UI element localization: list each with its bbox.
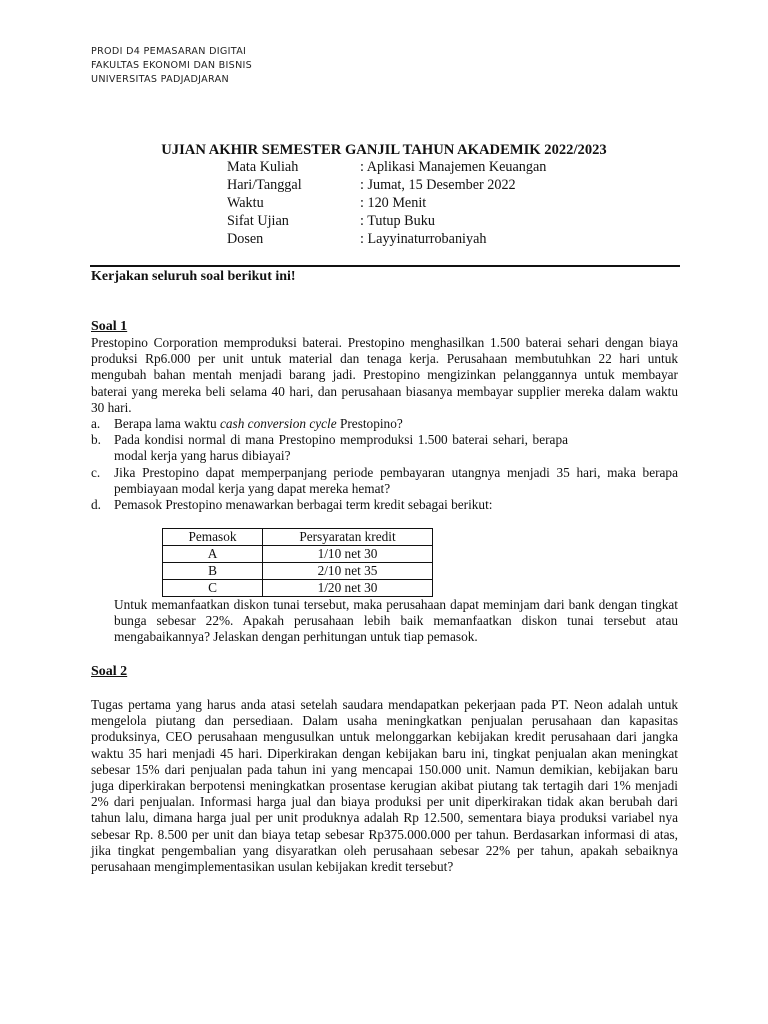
header-faculty: FAKULTAS EKONOMI DAN BISNIS [91,60,253,71]
info-label: Sifat Ujian [227,213,289,229]
question-text-part: Berapa lama waktu [114,416,220,431]
table-header: Pemasok [163,529,263,546]
info-value: : 120 Menit [360,195,427,211]
info-label: Waktu [227,195,264,211]
question-letter: a. [91,416,101,431]
header-university: UNIVERSITAS PADJADJARAN [91,74,229,85]
table-cell: C [163,580,263,597]
info-value: : Layyinaturrobaniyah [360,231,487,247]
info-value: : Tutup Buku [360,213,435,229]
question-letter: d. [91,497,101,513]
question-text: Pemasok Prestopino menawarkan berbagai term kredit sebagai berikut: [114,497,493,513]
info-row-duration [227,194,546,212]
question-c [91,465,678,497]
info-label: Mata Kuliah [227,159,299,175]
info-value: : Aplikasi Manajemen Keuangan [360,159,547,175]
question-text-part: Prestopino? [336,416,403,431]
header-program: PRODI D4 PEMASARAN DIGITAI [91,46,247,57]
question-a [91,416,678,432]
info-row-lecturer [227,230,546,248]
instruction-text: Kerjakan seluruh soal berikut ini! [91,269,296,284]
table-cell: 1/10 net 30 [263,546,433,563]
info-row-exam-type [227,212,546,230]
question-text [114,416,678,432]
table-cell: A [163,546,263,563]
question-d [91,497,678,513]
soal-2-body: Tugas pertama yang harus anda atasi setelah saudara mendapatkan pekerjaan pada PT. Neon adalah untuk mengelola piutang dan persediaan. Dalam usaha meningkatkan penjualan perusahaan dan kapasitas produksinya, CEO perusahaan mengusulkan untuk melonggarkan kebijakan kredit perusahaan dari jangka waktu 35 hari menjadi 45 hari. Diperkirakan dengan kebijakan baru ini, tingkat penjualan akan meningkat sebesar 15% dari penjualan pada tahun ini yang mencapai 150.000 unit. Namun demikian, kebijakan baru juga diperkirakan berpotensi meningkatkan prosentase kerugian akibat piutang tak tertagih dari 1% menjadi 2% dari penjualan. Informasi harga jual dan biaya produksi per unit diperkirakan tidak akan berubah dari tahun lalu, dimana harga jual per unit produknya adalah Rp 12.500, sementara biaya produksi variabel nya sebesar Rp. 8.500 per unit dan biaya tetap sebesar Rp375.000.000 per tahun. Berdasarkan informasi di atas, jika tingkat pengembalian yang disyaratkan oleh perusahaan sebesar 22% per tahun, apakah sebaiknya perusahaan mengimplementasikan usulan kebijakan kredit tersebut? [91,697,678,875]
soal-1-heading: Soal 1 [91,319,128,334]
soal-1-followup: Untuk memanfaatkan diskon tunai tersebut, maka perusahaan dapat meminjam dari bank dengan tingkat bunga sebesar 22%. Apakah perusahaan lebih baik memanfaatkan diskon tunai tersebut atau mengabaikannya? Jelaskan dengan perhitungan untuk tiap pemasok. [114,597,678,645]
header-divider [90,265,680,267]
table-row [163,580,433,597]
question-b [91,432,678,464]
soal-1-questions [91,416,678,513]
credit-terms-table [162,528,433,597]
info-label: Dosen [227,231,264,247]
question-text: Pada kondisi normal di mana Prestopino memproduksi 1.500 baterai sehari, berapa modal kerja yang harus dibiayai? [114,432,568,464]
exam-info [227,158,546,248]
question-letter: c. [91,464,101,480]
table-cell: 1/20 net 30 [263,580,433,597]
table-header-row [163,529,433,546]
question-text: Jika Prestopino dapat memperpanjang periode pembayaran utangnya menjadi 35 hari, maka berapa pembiayaan modal kerja yang dapat mereka hemat? [114,464,678,496]
info-row-course [227,158,546,176]
soal-2-heading: Soal 2 [91,664,128,679]
table-cell: B [163,563,263,580]
question-letter: b. [91,432,101,448]
info-row-date [227,176,546,194]
table-row [163,563,433,580]
table-cell: 2/10 net 35 [263,563,433,580]
table-row [163,546,433,563]
question-term: cash conversion cycle [219,416,337,431]
soal-1-intro: Prestopino Corporation memproduksi baterai. Prestopino menghasilkan 1.500 baterai sehari dengan biaya produksi Rp6.000 per unit untuk material dan tenaga kerja. Perusahaan membutuhkan 22 hari untuk mengubah bahan mentah menjadi barang jadi. Prestopino mengizinkan pelanggannya untuk membayar baterai yang mereka beli selama 40 hari, dan perusahaan biasanya membayar supplier mereka dalam waktu 30 hari. [91,335,678,415]
table-header: Persyaratan kredit [263,529,433,546]
info-label: Hari/Tanggal [227,177,302,193]
institution-header [91,45,252,87]
exam-title: UJIAN AKHIR SEMESTER GANJIL TAHUN AKADEMIK 2022/2023 [161,142,607,158]
info-value: : Jumat, 15 Desember 2022 [360,177,516,193]
